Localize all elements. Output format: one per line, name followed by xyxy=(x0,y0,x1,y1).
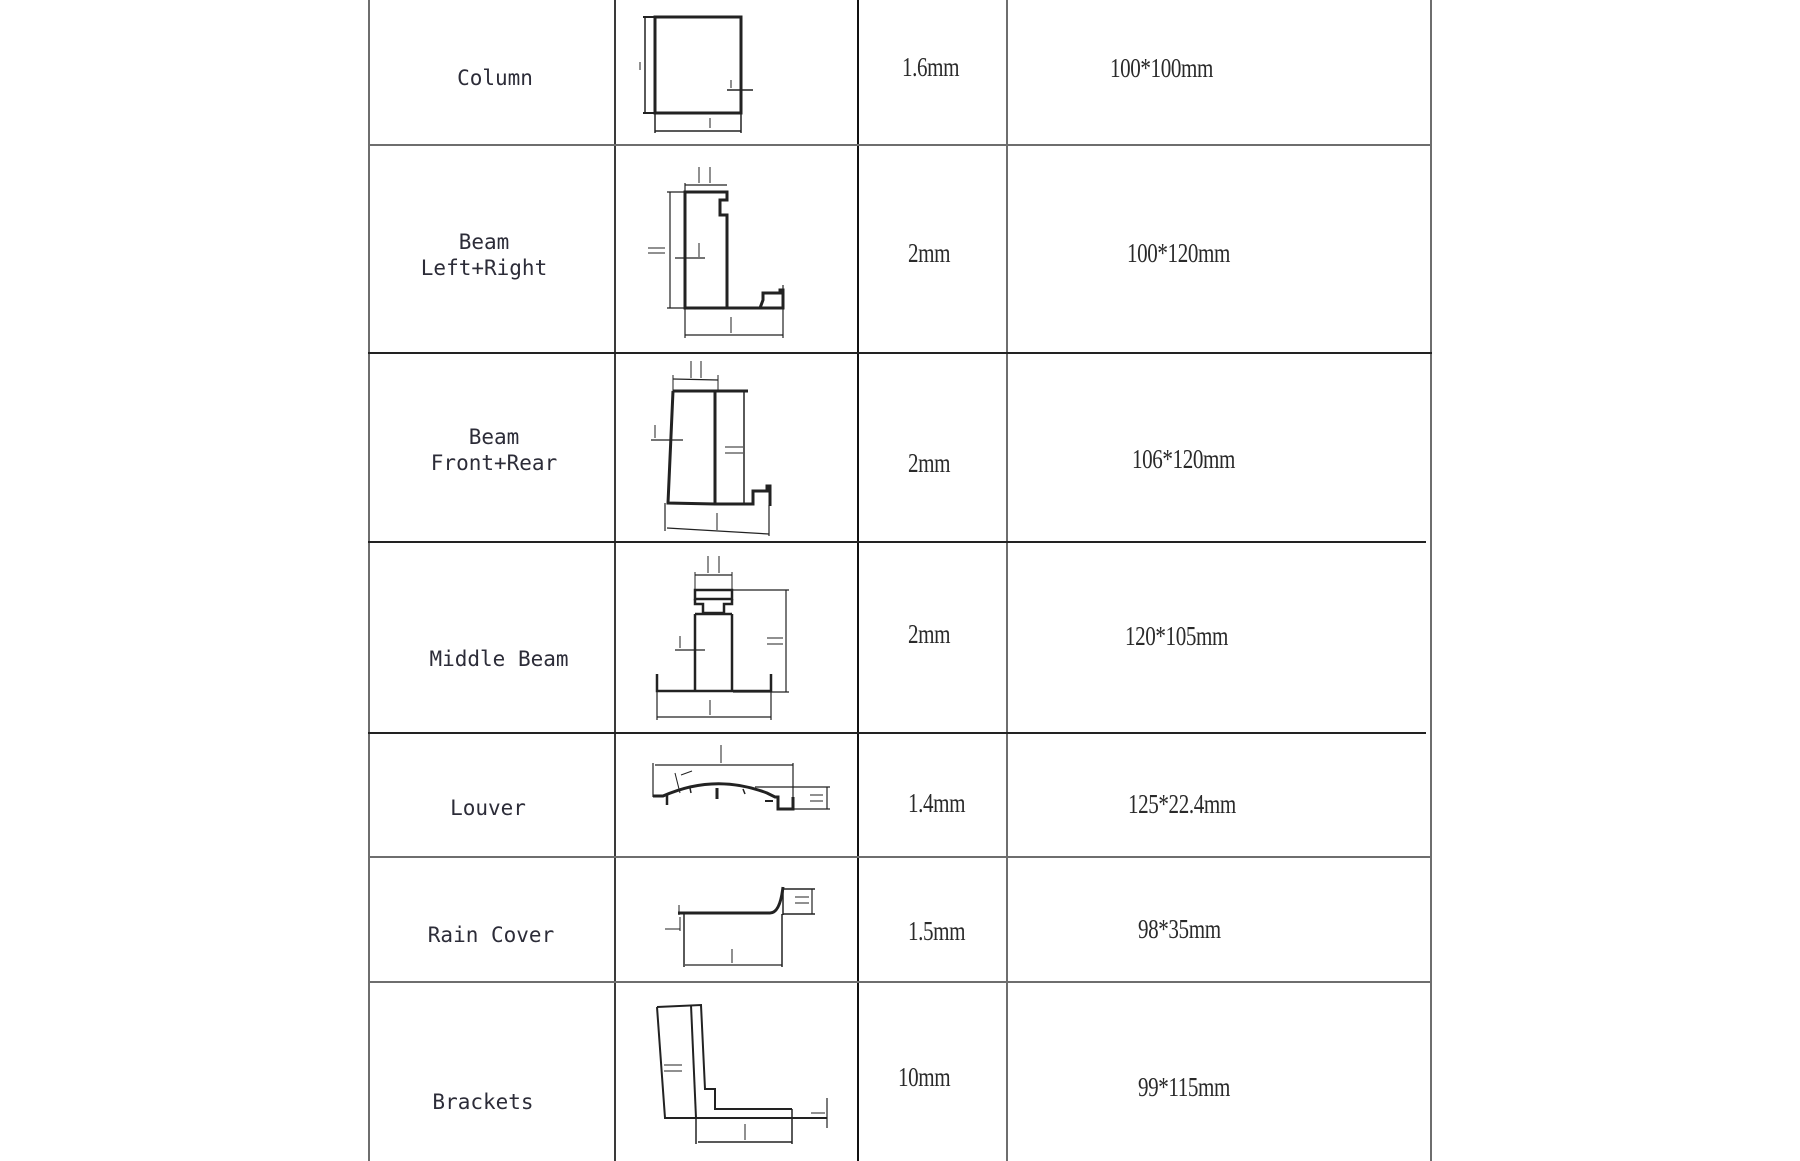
louver-profile-drawing xyxy=(615,733,858,856)
l-beam-icon xyxy=(615,145,858,353)
dimension-value: 98*35mm xyxy=(1138,914,1221,944)
dimension-value: 125*22.4mm xyxy=(1128,789,1236,819)
table-border-right xyxy=(1430,0,1432,1161)
louver-blade-icon xyxy=(615,733,858,856)
middle-beam-profile-drawing xyxy=(615,542,858,733)
dimension-value: 99*115mm xyxy=(1138,1072,1231,1102)
dimension-value: 100*120mm xyxy=(1127,238,1230,268)
part-name: Rain Cover xyxy=(427,923,555,947)
row-divider-3 xyxy=(368,541,1426,543)
dimension-value: 100*100mm xyxy=(1110,53,1213,83)
dimension-value: 106*120mm xyxy=(1132,444,1235,474)
brackets-profile-drawing xyxy=(615,982,858,1161)
thickness-value: 10mm xyxy=(898,1062,951,1092)
dimension-value: 120*105mm xyxy=(1125,621,1228,651)
thickness-value: 1.6mm xyxy=(902,52,960,82)
thickness-value: 2mm xyxy=(908,238,951,268)
part-name: Louver xyxy=(450,796,526,820)
column-divider-3 xyxy=(1006,0,1008,1161)
row-divider-1 xyxy=(368,144,1432,146)
l-bracket-icon xyxy=(615,982,858,1161)
thickness-value: 1.4mm xyxy=(908,788,966,818)
row-divider-4 xyxy=(368,732,1426,734)
part-name-line-2: Left+Right xyxy=(420,256,548,280)
row-divider-5 xyxy=(370,856,1432,858)
thickness-value: 1.5mm xyxy=(908,916,966,946)
part-name-line-1: Beam xyxy=(458,230,510,254)
part-name-line-1: Beam xyxy=(468,425,520,449)
rain-cover-icon xyxy=(615,857,858,981)
thickness-value: 2mm xyxy=(908,619,951,649)
beam-front-rear-profile-drawing xyxy=(615,353,858,542)
part-name: Middle Beam xyxy=(429,647,569,671)
part-name: Brackets xyxy=(432,1090,534,1114)
row-divider-2 xyxy=(368,352,1432,354)
row-divider-6 xyxy=(368,981,1432,983)
column-profile-drawing xyxy=(615,0,858,144)
tapered-beam-icon xyxy=(615,353,858,542)
part-name: Column xyxy=(457,66,533,90)
t-beam-icon xyxy=(615,542,858,733)
square-tube-icon xyxy=(615,0,858,144)
thickness-value: 2mm xyxy=(908,448,951,478)
rain-cover-profile-drawing xyxy=(615,857,858,981)
part-name-line-2: Front+Rear xyxy=(430,451,558,475)
beam-left-right-profile-drawing xyxy=(615,145,858,353)
table-border-left xyxy=(368,0,370,1161)
